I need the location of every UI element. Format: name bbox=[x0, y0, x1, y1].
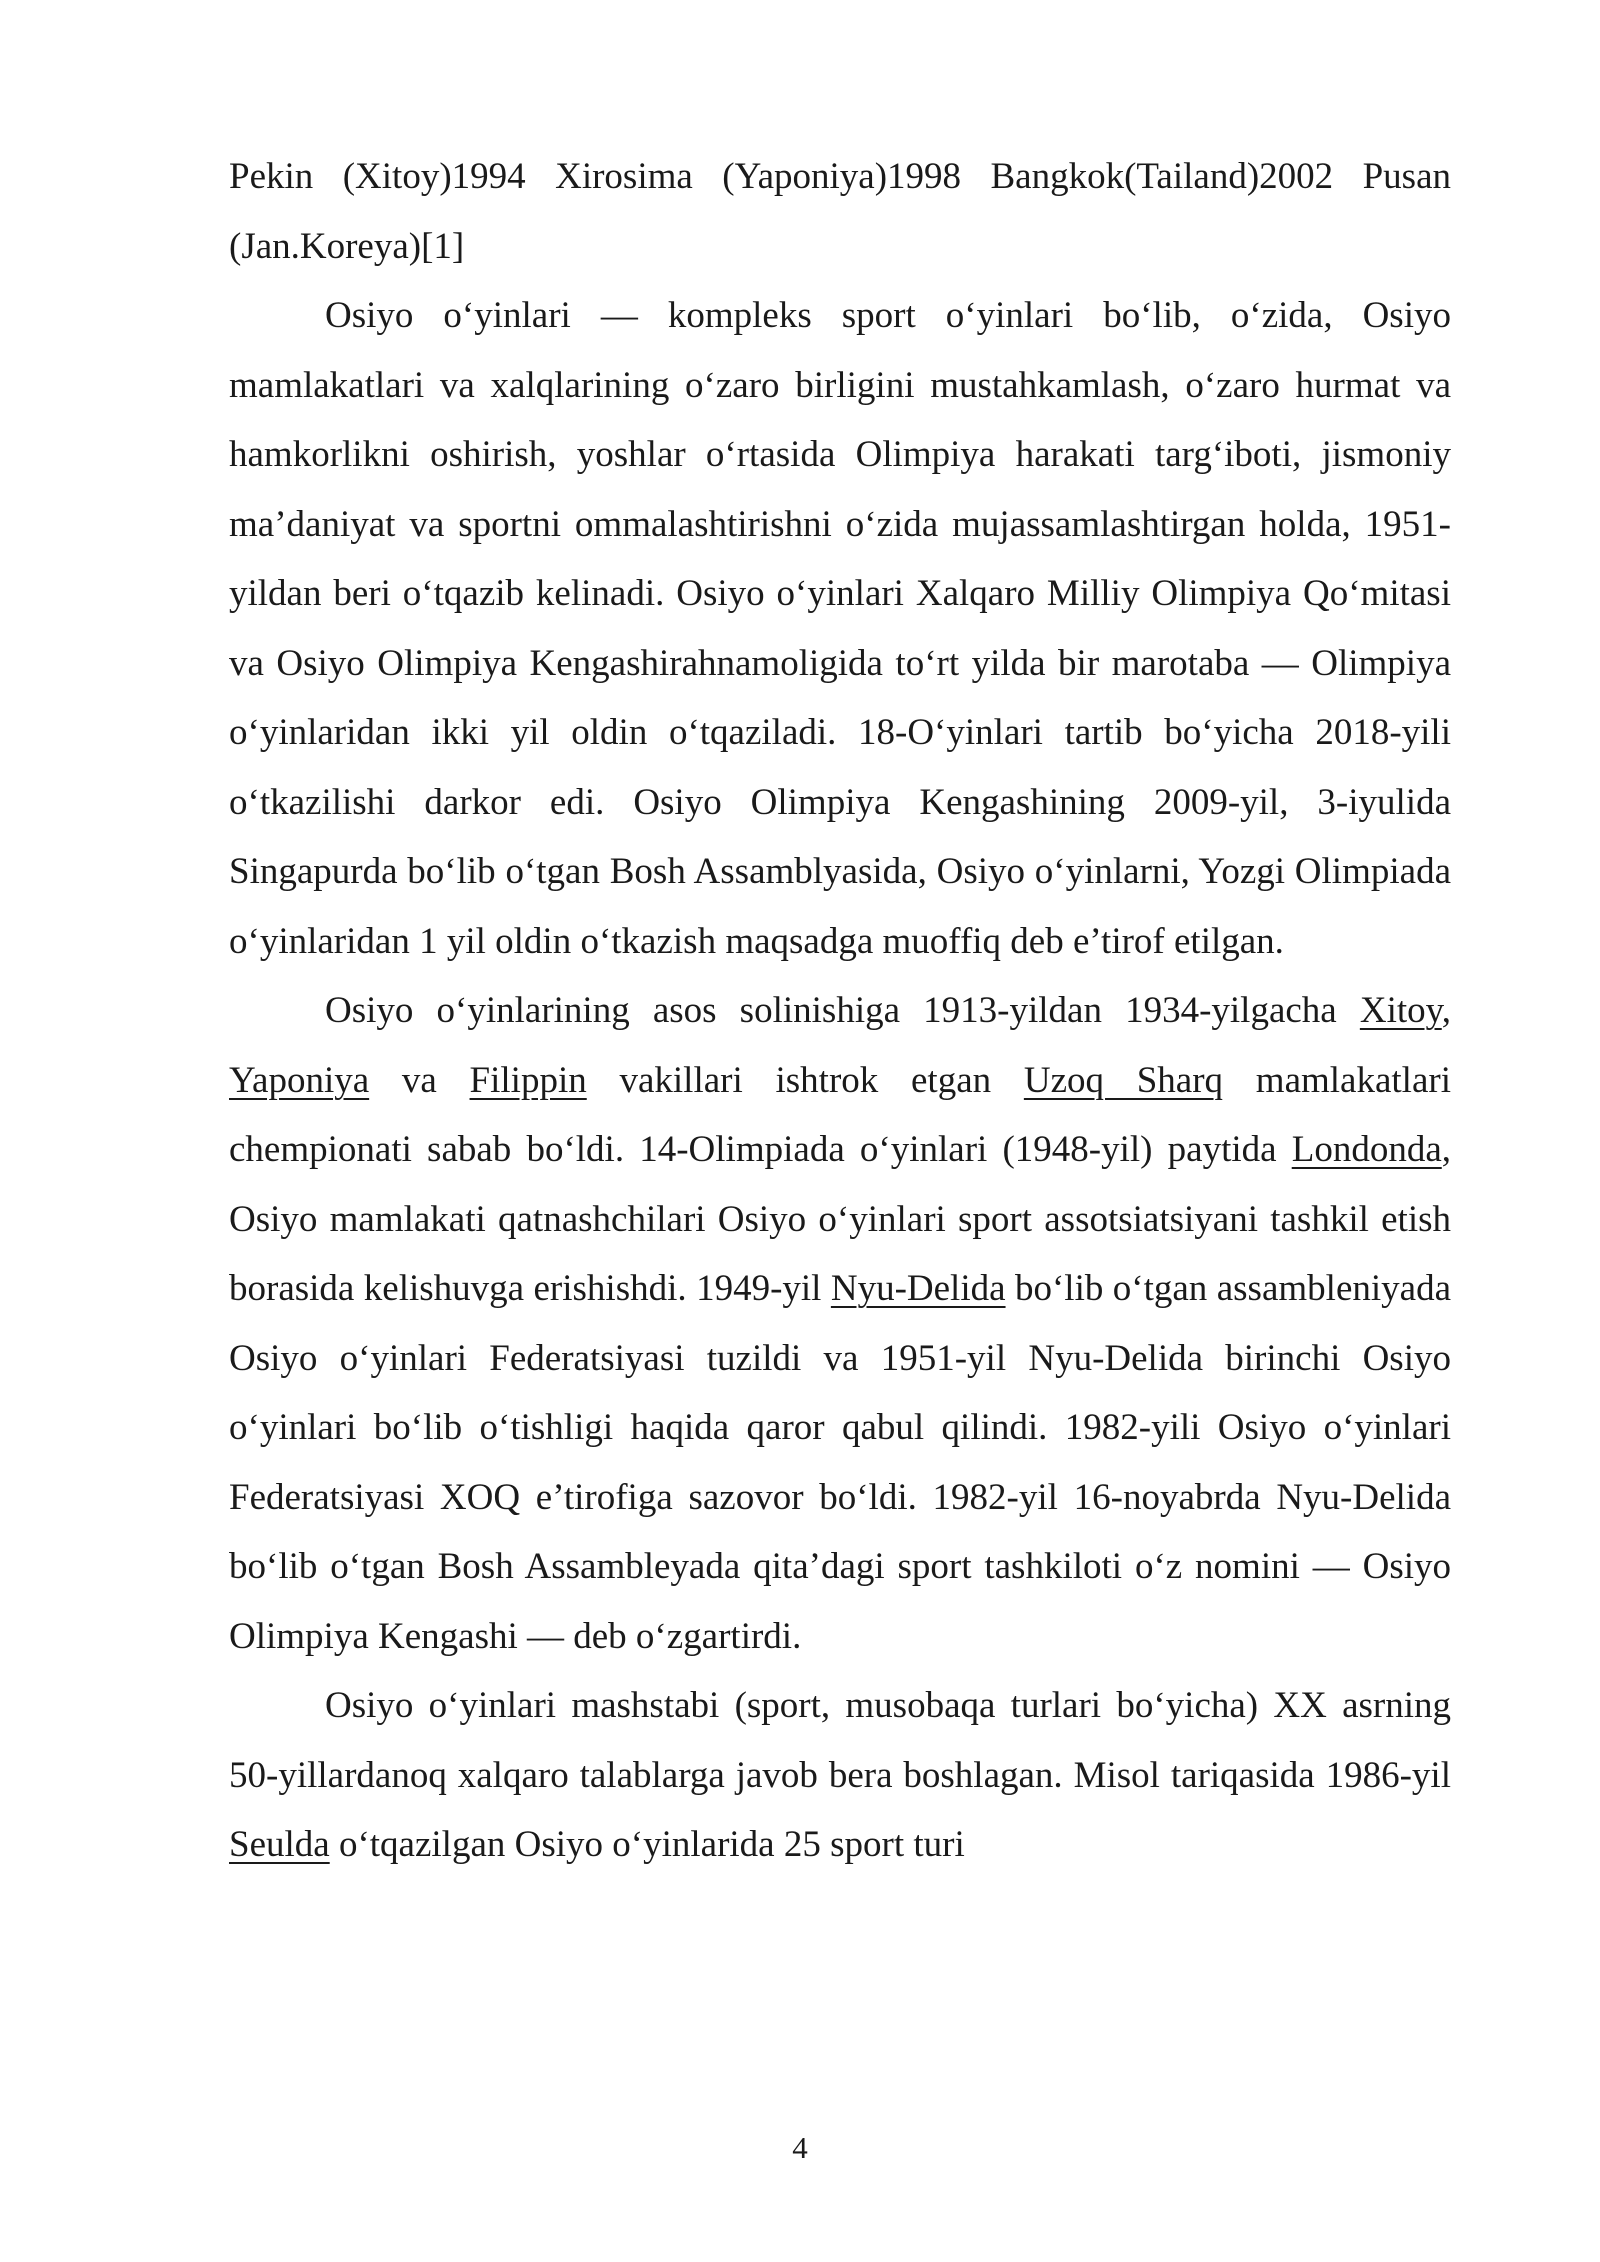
link-uzoq-sharq[interactable]: Uzoq Sharq bbox=[1023, 1059, 1224, 1101]
text-segment: Osiyo o‘yinlari — kompleks sport o‘yinlari bo‘lib, o‘zida, Osiyo mamlakatlari va xalqlarining o‘zaro birligini mustahkamlash, o‘zaro hurmat va hamkorlikni oshirish, yoshlar o‘rtasida Olimpiya harakati targ‘iboti, jismoniy ma’daniyat va sportni ommalashtirishni o‘zida mujassamlashtirgan holda, 1951-yildan beri o‘tqazib kelinadi. Osiyo o‘yinlari Xalqaro Milliy Olimpiya Qo‘mitasi va Osiyo Olimpiya Kengashirahnamoligida to‘rt yilda bir marotaba — Olimpiya o‘yinlaridan ikki yil oldin o‘tqaziladi. 18-O‘yinlari tartib bo‘yicha 2018-yili o‘tkazilishi darkor edi. Osiyo Olimpiya Kengashining 2009-yil, 3-iyulida Singapurda bo‘lib o‘tgan Bosh Assamblyasida, Osiyo o‘yinlarni, Yozgi Olimpiada o‘yinlaridan 1 yil oldin o‘tkazish maqsadga muoffiq deb e’tirof etilgan. bbox=[229, 295, 1451, 962]
text-segment: o‘tqazilgan Osiyo o‘yinlarida 25 sport turi bbox=[329, 1824, 965, 1865]
text-segment: , Osiyo mamlakati qatnashchilari Osiyo o‘yinlari sport assotsiatsiyani tashkil etish borasida kelishuvga erishishdi. 1949-yil bbox=[229, 1129, 1451, 1309]
page-number: 4 bbox=[792, 2130, 808, 2165]
paragraph-2 bbox=[229, 281, 1451, 976]
text-segment: Osiyo o‘yinlarining asos solinishiga 1913-yildan 1934-yilgacha bbox=[325, 990, 1360, 1031]
paragraph-1 bbox=[229, 142, 1451, 281]
text-segment: mamlakatlari chempionati sabab bo‘ldi. 14-Olimpiada o‘yinlari (1948-yil) paytida bbox=[229, 1059, 1451, 1170]
text-segment: Osiyo o‘yinlari mashstabi (sport, musobaqa turlari bo‘yicha) XX asrning 50-yillardanoq xalqaro talablarga javob bera boshlagan. Misol tariqasida 1986-yil bbox=[229, 1685, 1451, 1796]
link-seulda[interactable]: Seulda bbox=[229, 1824, 330, 1865]
text-segment: va bbox=[369, 1059, 470, 1101]
paragraph-4 bbox=[229, 1671, 1451, 1880]
text-segment: bo‘lib o‘tgan assambleniyada Osiyo o‘yinlari Federatsiyasi tuzildi va 1951-yil Nyu-Delida birinchi Osiyo o‘yinlari bo‘lib o‘tishligi haqida qaror qabul qilindi. 1982-yili Osiyo o‘yinlari Federatsiyasi XOQ e’tirofiga sazovor bo‘ldi. 1982-yil 16-noyabrda Nyu-Delida bo‘lib o‘tgan Bosh Assambleyada qita’dagi sport tashkiloti o‘z nomini — Osiyo Olimpiya Kengashi — deb o‘zgartirdi. bbox=[229, 1268, 1451, 1657]
text-segment: Pekin (Xitoy)1994 Xirosima (Yaponiya)1998 Bangkok(Tailand)2002 Pusan (Jan.Koreya)[1] bbox=[229, 156, 1451, 267]
link-nyu-delida[interactable]: Nyu-Delida bbox=[830, 1268, 1006, 1309]
text-segment: vakillari ishtrok etgan bbox=[586, 1059, 1024, 1101]
link-xitoy[interactable]: Xitoy bbox=[1359, 990, 1442, 1031]
link-londonda[interactable]: Londonda bbox=[1291, 1129, 1442, 1170]
link-filippin[interactable]: Filippin bbox=[469, 1059, 587, 1101]
document-body bbox=[229, 142, 1451, 1880]
text-segment: , bbox=[1441, 990, 1451, 1031]
link-yaponiya[interactable]: Yaponiya bbox=[229, 1059, 370, 1101]
paragraph-3 bbox=[229, 976, 1451, 1671]
